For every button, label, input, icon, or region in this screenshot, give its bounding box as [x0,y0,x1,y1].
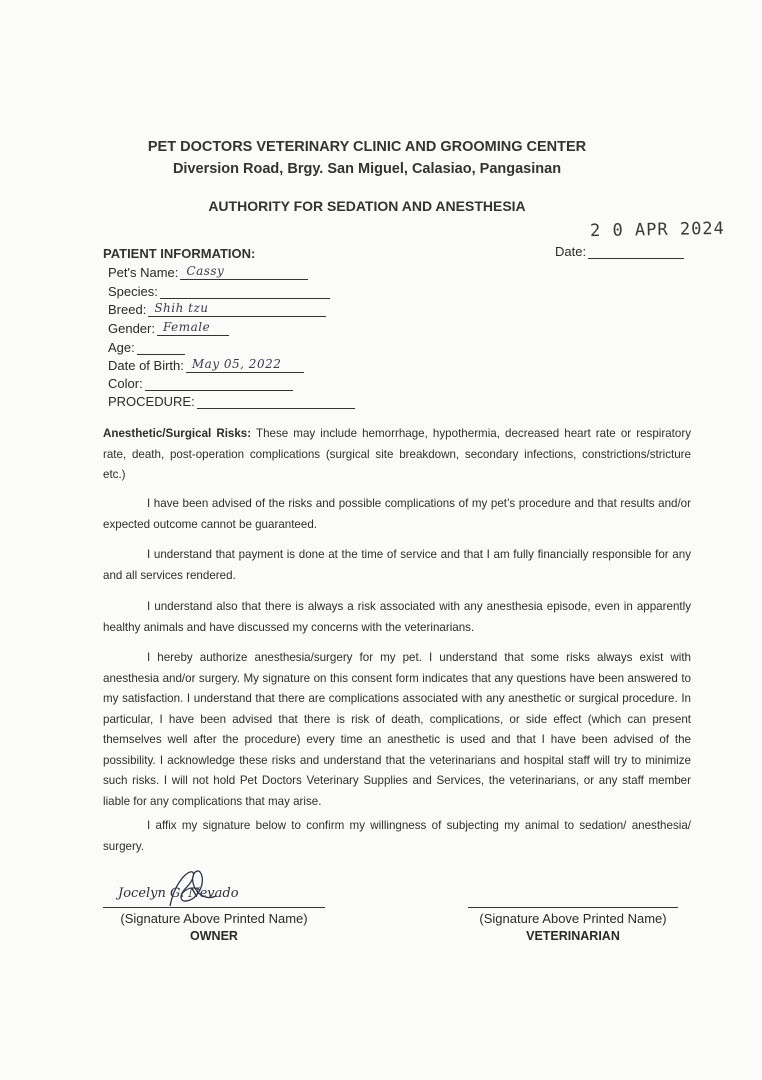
owner-role: OWNER [190,929,238,943]
breed-line[interactable] [148,301,326,317]
field-label: Gender: [108,321,155,336]
field-label: Pet's Name: [108,265,179,280]
color-line[interactable] [145,375,293,391]
dob-line[interactable] [186,357,304,373]
form-title: AUTHORITY FOR SEDATION AND ANESTHESIA [208,198,526,214]
pet-name-value: Cassy [186,264,225,278]
consent-paragraph-5: I affix my signature below to confirm my willingness of subjecting my animal to sedation/ anesthesia/ surgery. [103,819,691,853]
date-label: Date: [555,244,587,259]
vet-signature-caption: (Signature Above Printed Name) [479,911,667,926]
field-breed [108,301,326,317]
field-procedure [108,393,355,409]
species-line[interactable] [160,283,330,299]
clinic-address: Diversion Road, Brgy. San Miguel, Calasiao, Pangasinan [172,161,562,177]
field-pet-name [108,264,308,280]
vet-role: VETERINARIAN [526,929,620,943]
consent-paragraph-3: I understand also that there is always a risk associated with any anesthesia episode, even in apparently healthy animals and have discussed my concerns with the veterinarians. [103,600,691,634]
field-color [108,375,293,391]
risks-text: These may include hemorrhage, hypothermia, decreased heart rate or respiratory rate, death, post-operation complications (surgical site breakdown, secondary infections, constrictions/stricture etc.) [103,427,691,481]
age-line[interactable] [137,339,185,355]
field-label: Date of Birth: [108,358,184,373]
risks-paragraph [103,424,691,486]
field-label: Breed: [108,302,147,317]
field-label: Age: [108,340,135,355]
procedure-line[interactable] [197,393,355,409]
owner-signature-caption: (Signature Above Printed Name) [120,911,308,926]
vet-signature-line[interactable] [468,906,678,908]
risks-label: Anesthetic/Surgical Risks: [103,427,252,440]
owner-signature-line[interactable] [103,906,325,908]
dob-value: May 05, 2022 [191,357,282,371]
owner-printed-name: Jocelyn G. Nevado [118,886,239,901]
pet-name-line[interactable] [180,264,308,280]
field-gender [108,320,229,336]
consent-paragraph-1: I have been advised of the risks and possible complications of my pet’s procedure and that results and/or expected outcome cannot be guaranteed. [103,497,691,531]
breed-value: Shih tzu [154,301,209,315]
field-label: Species: [108,284,158,299]
field-label: PROCEDURE: [108,394,195,409]
patient-info-title: PATIENT INFORMATION: [103,246,256,261]
field-label: Color: [108,376,143,391]
owner-signature-block [103,906,325,943]
consent-paragraph-4: I hereby authorize anesthesia/surgery for my pet. I understand that some risks always exist with anesthesia and/or surgery. My signature on this consent form indicates that any questions have been answered to my satisfaction. I understand that there are complications associated with any anesthetic or surgical procedure. In particular, I have been advised that there is risk of death, complications, or side effect (which can present themselves well after the procedure) every time an anesthetic is used and that I have been advised of the possibility. I acknowledge these risks and understand that the veterinarians and hospital staff will try to minimize such risks. I will not hold Pet Doctors Veterinary Supplies and Services, the veterinarians, or any staff member liable for any complications that may arise. [103,651,691,808]
clinic-name: PET DOCTORS VETERINARY CLINIC AND GROOMING CENTER [147,139,587,155]
field-age [108,339,185,355]
date-field [555,244,684,259]
vet-signature-block [468,906,678,943]
consent-paragraph-2: I understand that payment is done at the time of service and that I am fully financially responsible for any and all services rendered. [103,548,691,582]
field-date-of-birth [108,357,304,373]
gender-value: Female [162,320,211,334]
field-species [108,283,330,299]
date-stamp: 2 0 APR 2024 [589,218,725,242]
date-line[interactable] [588,244,684,259]
gender-line[interactable] [157,320,229,336]
